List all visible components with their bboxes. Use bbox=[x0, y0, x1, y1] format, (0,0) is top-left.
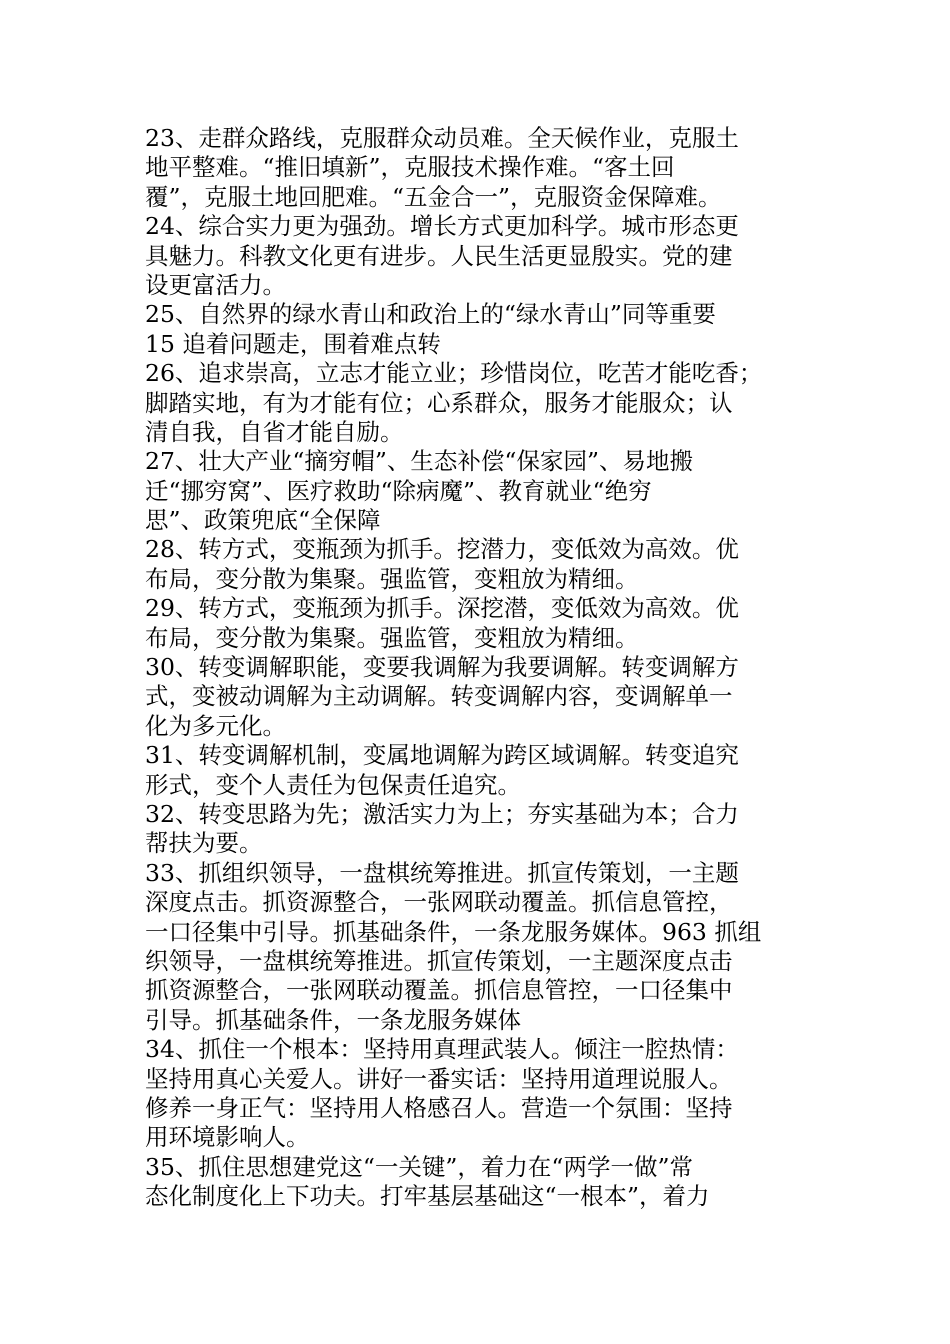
document-body bbox=[145, 124, 815, 1211]
text-line: 覆”，克服土地回肥难。“五金合一”，克服资金保障难。 bbox=[145, 182, 722, 211]
text-line: 修养一身正气：坚持用人格感召人。营造一个氛围：坚持 bbox=[145, 1093, 733, 1122]
text-line: 28、转方式，变瓶颈为抓手。挖潜力，变低效为高效。优 bbox=[145, 535, 739, 564]
text-line: 26、追求崇高，立志才能立业；珍惜岗位，吃苦才能吃香； bbox=[145, 359, 763, 388]
text-line: 25、自然界的绿水青山和政治上的“绿水青山”同等重要 bbox=[145, 300, 716, 329]
text-line: 迁“挪穷窝”、医疗救助“除病魔”、教育就业“绝穷 bbox=[145, 476, 652, 505]
text-line: 35、抓住思想建党这“一关键”，着力在“两学一做”常 bbox=[145, 1152, 693, 1181]
text-line: 脚踏实地，有为才能有位；心系群众，服务才能服众；认 bbox=[145, 388, 733, 417]
text-line: 31、转变调解机制，变属地调解为跨区域调解。转变追究 bbox=[145, 741, 739, 770]
text-line: 清自我，自省才能自励。 bbox=[145, 417, 404, 446]
text-line: 织领导，一盘棋统筹推进。抓宣传策划，一主题深度点击 bbox=[145, 946, 733, 975]
text-line: 布局，变分散为集聚。强监管，变粗放为精细。 bbox=[145, 623, 639, 652]
text-line: 23、走群众路线，克服群众动员难。全天候作业，克服土 bbox=[145, 124, 739, 152]
text-line: 思”、政策兜底“全保障 bbox=[145, 506, 381, 535]
text-line: 30、转变调解职能，变要我调解为我要调解。转变调解方 bbox=[145, 653, 739, 682]
text-line: 27、壮大产业“摘穷帽”、生态补偿“保家园”、易地搬 bbox=[145, 447, 693, 476]
text-line: 一口径集中引导。抓基础条件，一条龙服务媒体。963 抓组 bbox=[145, 917, 762, 946]
text-line: 地平整难。“推旧填新”，克服技术操作难。“客土回 bbox=[145, 153, 675, 182]
text-line: 态化制度化上下功夫。打牢基层基础这“一根本”，着力 bbox=[145, 1182, 710, 1211]
text-line: 式，变被动调解为主动调解。转变调解内容，变调解单一 bbox=[145, 682, 733, 711]
text-line: 形式，变个人责任为包保责任追究。 bbox=[145, 770, 521, 799]
text-line: 抓资源整合，一张网联动覆盖。抓信息管控，一口径集中 bbox=[145, 976, 733, 1005]
text-line: 化为多元化。 bbox=[145, 711, 286, 740]
text-line: 布局，变分散为集聚。强监管，变粗放为精细。 bbox=[145, 564, 639, 593]
text-line: 帮扶为要。 bbox=[145, 829, 263, 858]
text-line: 15 追着问题走，围着难点转 bbox=[145, 329, 441, 358]
text-line: 34、抓住一个根本：坚持用真理武装人。倾注一腔热情： bbox=[145, 1035, 739, 1064]
text-line: 32、转变思路为先；激活实力为上；夯实基础为本；合力 bbox=[145, 799, 739, 828]
text-line: 用环境影响人。 bbox=[145, 1123, 310, 1152]
text-line: 设更富活力。 bbox=[145, 270, 286, 299]
text-line: 33、抓组织领导，一盘棋统筹推进。抓宣传策划，一主题 bbox=[145, 858, 739, 887]
text-line: 坚持用真心关爱人。讲好一番实话：坚持用道理说服人。 bbox=[145, 1064, 733, 1093]
text-line: 29、转方式，变瓶颈为抓手。深挖潜，变低效为高效。优 bbox=[145, 594, 739, 623]
text-line: 深度点击。抓资源整合，一张网联动覆盖。抓信息管控， bbox=[145, 888, 733, 917]
text-line: 24、综合实力更为强劲。增长方式更加科学。城市形态更 bbox=[145, 212, 739, 241]
text-line: 引导。抓基础条件，一条龙服务媒体 bbox=[145, 1005, 521, 1034]
text-line: 具魅力。科教文化更有进步。人民生活更显殷实。党的建 bbox=[145, 241, 733, 270]
